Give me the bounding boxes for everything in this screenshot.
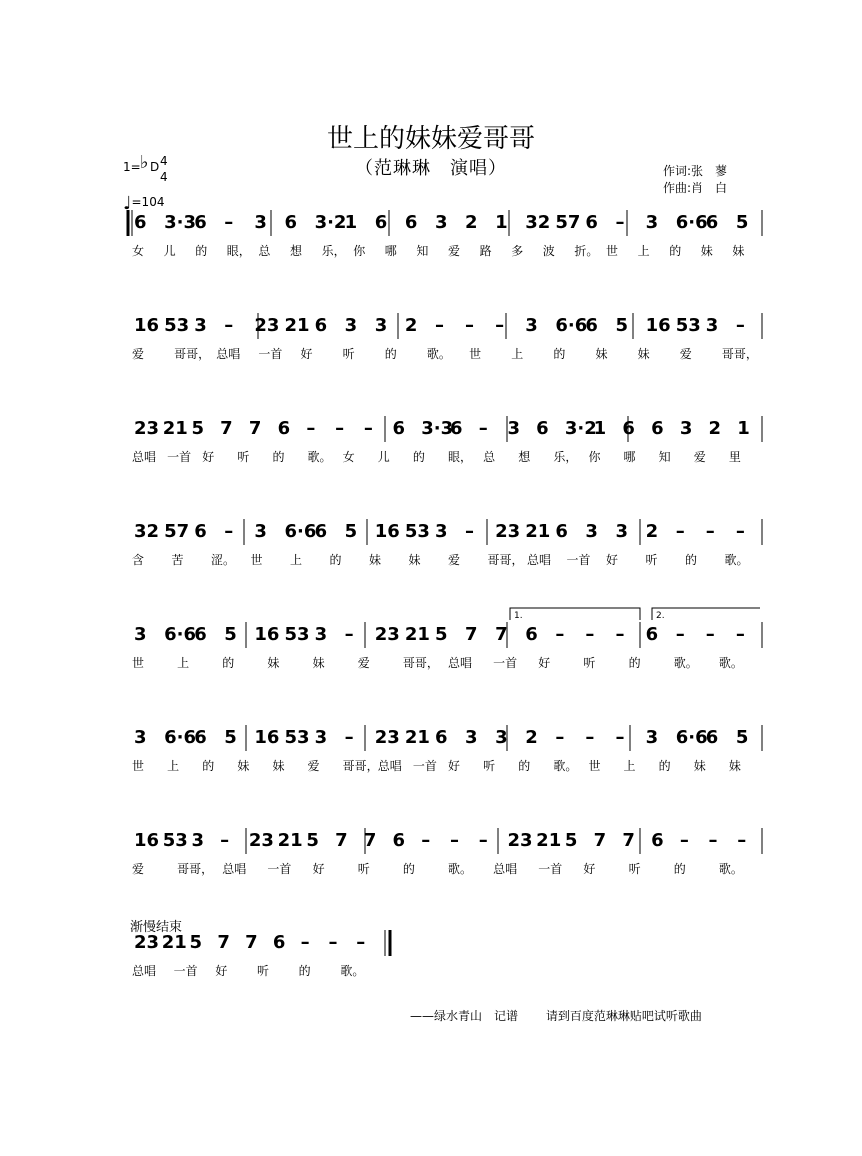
jianpu-note: – xyxy=(478,418,488,439)
time-signature-bottom: 4 xyxy=(160,170,168,184)
lyric-syllable: 妹 xyxy=(693,759,706,773)
jianpu-note: 23 xyxy=(374,727,400,748)
jianpu-note: 7 xyxy=(335,830,348,851)
jianpu-note: 3 xyxy=(434,212,448,233)
lyric-syllable: 哥哥， xyxy=(177,862,214,876)
lyric-syllable: 上 xyxy=(637,244,650,258)
volta-bracket-1 xyxy=(510,608,640,620)
lyric-syllable: 哥哥， xyxy=(487,553,524,567)
lyric-syllable: 苦 xyxy=(171,553,184,567)
jianpu-note: – xyxy=(615,727,625,748)
key-note: D xyxy=(150,160,160,174)
jianpu-note: 3 xyxy=(465,727,478,748)
jianpu-note: 6 xyxy=(374,212,388,233)
jianpu-note: – xyxy=(585,727,595,748)
jianpu-note: 6 xyxy=(314,315,328,336)
jianpu-note: – xyxy=(300,932,310,953)
lyric-syllable: 哪 xyxy=(623,450,636,464)
lyric-syllable: 上 xyxy=(167,759,180,773)
footer xyxy=(410,1007,702,1024)
jianpu-note: 3·2 xyxy=(314,212,347,233)
jianpu-note: – xyxy=(450,830,459,851)
footer-note: 请到百度范琳琳贴吧试听歌曲 xyxy=(545,1009,702,1023)
jianpu-note: 3 xyxy=(507,418,520,439)
jianpu-note: – xyxy=(421,830,431,851)
lyric-syllable: 的 xyxy=(553,347,566,361)
lyric-syllable: 歌。 xyxy=(673,656,698,670)
jianpu-note: 3 xyxy=(645,212,659,233)
lyric-syllable: 哥哥， xyxy=(342,759,379,773)
jianpu-note: – xyxy=(344,727,354,748)
jianpu-note: 3 xyxy=(705,315,719,336)
quarter-note-icon: ♩ xyxy=(123,193,132,214)
jianpu-note: 6 xyxy=(194,212,207,233)
jianpu-note: 6 xyxy=(705,727,719,748)
lyric-syllable: 听 xyxy=(645,553,658,567)
jianpu-note: 3 xyxy=(344,315,358,336)
jianpu-note: 6 xyxy=(314,521,328,542)
jianpu-note: – xyxy=(465,315,475,336)
lyric-syllable: 一首 xyxy=(412,759,437,773)
lyric-syllable: 的 xyxy=(412,450,425,464)
tempo-value: =104 xyxy=(131,195,165,209)
jianpu-note: 3 xyxy=(194,315,207,336)
jianpu-note: 6 xyxy=(272,932,286,953)
jianpu-note: 23 xyxy=(134,932,160,953)
jianpu-note: – xyxy=(555,727,565,748)
jianpu-note: 1 xyxy=(344,212,358,233)
lyric-syllable: 世 xyxy=(588,759,601,773)
jianpu-note: 3 xyxy=(585,521,598,542)
jianpu-note: 6 xyxy=(645,624,659,645)
lyric-syllable: 听 xyxy=(342,347,355,361)
lyric-syllable: 世 xyxy=(250,553,263,567)
jianpu-note: 5 xyxy=(735,212,749,233)
jianpu-note: – xyxy=(328,932,338,953)
lyric-syllable: 好 xyxy=(606,553,619,567)
jianpu-note: 16 xyxy=(254,624,280,645)
lyric-syllable: 涩。 xyxy=(211,553,236,567)
jianpu-note: – xyxy=(344,624,354,645)
jianpu-note: – xyxy=(434,315,444,336)
lyric-syllable: 上 xyxy=(177,656,190,670)
lyric-syllable: 哥哥， xyxy=(174,347,211,361)
lyric-syllable: 哥哥， xyxy=(402,656,439,670)
jianpu-note: 7 xyxy=(622,830,635,851)
lyric-syllable: 的 xyxy=(329,553,342,567)
lyric-syllable: 世 xyxy=(469,347,482,361)
lyric-syllable: 想 xyxy=(518,450,531,464)
lyric-syllable: 里 xyxy=(728,450,741,464)
jianpu-note: 21 xyxy=(162,418,188,439)
jianpu-note: 23 xyxy=(134,418,160,439)
lyric-syllable: 听 xyxy=(483,759,496,773)
lyric-syllable: 知 xyxy=(416,244,429,258)
lyric-syllable: 的 xyxy=(658,759,671,773)
jianpu-note: 16 xyxy=(134,315,160,336)
lyric-syllable: 听 xyxy=(628,862,641,876)
jianpu-note: – xyxy=(335,418,345,439)
jianpu-note: 3 xyxy=(645,727,659,748)
lyricist-credit: 作词:张 蓼 xyxy=(663,164,728,178)
lyric-syllable: 爱 xyxy=(357,656,370,670)
jianpu-note: 1 xyxy=(495,212,508,233)
lyric-syllable: 总唱 xyxy=(132,450,157,464)
jianpu-note: 53 xyxy=(404,521,430,542)
jianpu-note: 32 xyxy=(134,521,160,542)
jianpu-note: – xyxy=(735,315,745,336)
jianpu-note: 6 xyxy=(277,418,291,439)
lyric-syllable: 总 xyxy=(258,244,271,258)
jianpu-note: 6 xyxy=(622,418,635,439)
jianpu-note: – xyxy=(679,830,689,851)
jianpu-note: – xyxy=(708,830,718,851)
jianpu-note: 6 xyxy=(536,418,549,439)
lyric-syllable: 世 xyxy=(132,656,145,670)
jianpu-note: 3 xyxy=(134,727,147,748)
lyric-syllable: 乐， xyxy=(321,244,346,258)
jianpu-note: 53 xyxy=(675,315,701,336)
time-signature-top: 4 xyxy=(160,154,168,168)
jianpu-note: 7 xyxy=(245,932,258,953)
jianpu-note: 3 xyxy=(434,521,448,542)
lyric-syllable: 路 xyxy=(479,244,492,258)
lyric-syllable: 听 xyxy=(357,862,370,876)
jianpu-note: 6 xyxy=(585,212,598,233)
lyric-syllable: 儿 xyxy=(377,450,390,464)
lyric-syllable: 妹 xyxy=(312,656,325,670)
jianpu-note: 53 xyxy=(284,624,310,645)
jianpu-note: 6 xyxy=(585,315,598,336)
lyric-syllable: 的 xyxy=(384,347,397,361)
jianpu-note: 6 xyxy=(555,521,568,542)
jianpu-note: 7 xyxy=(248,418,262,439)
jianpu-note: 3 xyxy=(134,624,147,645)
jianpu-note: 2 xyxy=(708,418,722,439)
lyric-syllable: 歌。 xyxy=(426,347,451,361)
lyric-syllable: 一首 xyxy=(173,964,198,978)
jianpu-note: – xyxy=(306,418,316,439)
lyric-syllable: 一首 xyxy=(258,347,283,361)
lyric-syllable: 的 xyxy=(222,656,235,670)
jianpu-note: 3·3 xyxy=(164,212,196,233)
volta-label-1: 1. xyxy=(514,611,523,621)
jianpu-note: 53 xyxy=(164,315,190,336)
jianpu-note: 1 xyxy=(737,418,750,439)
lyric-syllable: 想 xyxy=(290,244,303,258)
lyric-syllable: 爱 xyxy=(679,347,692,361)
jianpu-note: – xyxy=(224,212,234,233)
lyric-syllable: 好 xyxy=(300,347,313,361)
jianpu-note: – xyxy=(675,521,685,542)
jianpu-note: 6·6 xyxy=(555,315,588,336)
jianpu-note: 32 xyxy=(525,212,551,233)
lyric-syllable: 歌。 xyxy=(724,553,749,567)
lyric-syllable: 上 xyxy=(290,553,303,567)
lyric-syllable: 妹 xyxy=(728,759,741,773)
jianpu-note: 6·6 xyxy=(675,727,708,748)
jianpu-note: 7 xyxy=(593,830,607,851)
jianpu-note: 6 xyxy=(194,521,207,542)
lyric-syllable: 爱 xyxy=(448,553,461,567)
jianpu-note: 23 xyxy=(374,624,400,645)
jianpu-note: 5 xyxy=(564,830,578,851)
jianpu-note: 5 xyxy=(224,624,237,645)
jianpu-note: 7 xyxy=(220,418,233,439)
jianpu-note: 6 xyxy=(525,624,538,645)
lyric-syllable: 总 xyxy=(483,450,496,464)
jianpu-note: 21 xyxy=(277,830,303,851)
jianpu-note: – xyxy=(220,830,230,851)
lyric-syllable: 总唱 xyxy=(527,553,552,567)
jianpu-note: 6 xyxy=(194,624,207,645)
lyric-syllable: 总唱 xyxy=(448,656,473,670)
jianpu-note: 21 xyxy=(536,830,562,851)
lyric-syllable: 的 xyxy=(298,964,311,978)
jianpu-note: – xyxy=(555,624,565,645)
jianpu-note: – xyxy=(495,315,505,336)
lyric-syllable: 含 xyxy=(132,553,145,567)
jianpu-note: 21 xyxy=(525,521,551,542)
jianpu-note: 6 xyxy=(651,830,664,851)
jianpu-note: 2 xyxy=(404,315,418,336)
lyric-syllable: 波 xyxy=(542,244,555,258)
transcriber-credit: ——绿水青山 记谱 xyxy=(410,1009,519,1023)
lyric-syllable: 歌。 xyxy=(718,656,743,670)
jianpu-note: 5 xyxy=(434,624,448,645)
lyric-syllable: 总唱 xyxy=(493,862,518,876)
jianpu-note: 3·2 xyxy=(564,418,597,439)
jianpu-note: – xyxy=(585,624,595,645)
lyric-syllable: 爱 xyxy=(132,862,145,876)
lyric-syllable: 妹 xyxy=(267,656,280,670)
lyric-syllable: 妹 xyxy=(637,347,650,361)
jianpu-note: – xyxy=(737,830,747,851)
jianpu-note: 21 xyxy=(161,932,187,953)
jianpu-note: 7 xyxy=(217,932,230,953)
jianpu-note: 5 xyxy=(191,418,204,439)
lyric-syllable: 世 xyxy=(606,244,619,258)
jianpu-note: 2 xyxy=(645,521,659,542)
jianpu-note: 53 xyxy=(284,727,310,748)
jianpu-note: 2 xyxy=(525,727,538,748)
lyric-syllable: 的 xyxy=(628,656,641,670)
lyric-syllable: 儿 xyxy=(163,244,176,258)
song-subtitle: （范琳琳 演唱） xyxy=(355,158,507,179)
jianpu-note: 5 xyxy=(189,932,203,953)
jianpu-note: 6 xyxy=(651,418,664,439)
lyric-syllable: 爱 xyxy=(307,759,320,773)
lyric-syllable: 妹 xyxy=(732,244,745,258)
key-prefix: 1= xyxy=(123,160,141,174)
jianpu-note: 6 xyxy=(392,418,406,439)
jianpu-note: – xyxy=(224,521,234,542)
jianpu-note: – xyxy=(478,830,488,851)
jianpu-note: 2 xyxy=(465,212,478,233)
jianpu-note: 6·6 xyxy=(164,624,196,645)
jianpu-note: 3 xyxy=(374,315,388,336)
lyric-syllable: 爱 xyxy=(132,347,145,361)
jianpu-note: 6 xyxy=(194,727,207,748)
lyric-syllable: 折。 xyxy=(574,244,599,258)
jianpu-note: 3 xyxy=(615,521,629,542)
jianpu-note: 16 xyxy=(374,521,400,542)
jianpu-note: 3 xyxy=(254,521,267,542)
lyric-syllable: 你 xyxy=(588,450,601,464)
lyric-syllable: 一首 xyxy=(167,450,192,464)
lyric-syllable: 妹 xyxy=(700,244,713,258)
lyric-syllable: 爱 xyxy=(448,244,461,258)
jianpu-note: 6 xyxy=(392,830,406,851)
lyric-syllable: 的 xyxy=(402,862,415,876)
jianpu-note: 6 xyxy=(404,212,418,233)
lyric-syllable: 听 xyxy=(237,450,250,464)
lyric-syllable: 妹 xyxy=(237,759,250,773)
jianpu-note: 21 xyxy=(404,624,430,645)
lyric-syllable: 世 xyxy=(132,759,145,773)
lyric-syllable: 好 xyxy=(583,862,596,876)
jianpu-note: 3 xyxy=(495,727,508,748)
jianpu-note: 6·6 xyxy=(675,212,708,233)
jianpu-note: – xyxy=(363,418,373,439)
jianpu-note: – xyxy=(735,624,745,645)
jianpu-note: 5 xyxy=(735,727,749,748)
jianpu-note: – xyxy=(615,624,625,645)
lyric-syllable: 哪 xyxy=(384,244,397,258)
lyric-syllable: 总唱 xyxy=(216,347,241,361)
jianpu-note: 3 xyxy=(525,315,538,336)
lyric-syllable: 歌。 xyxy=(340,964,365,978)
jianpu-note: 1 xyxy=(593,418,607,439)
ending-instruction: 渐慢结束 xyxy=(130,920,183,935)
jianpu-note: 53 xyxy=(162,830,188,851)
jianpu-note: 21 xyxy=(404,727,430,748)
jianpu-note: 6 xyxy=(705,212,719,233)
jianpu-note: 6 xyxy=(284,212,298,233)
lyric-syllable: 爱 xyxy=(693,450,706,464)
lyric-syllable: 一首 xyxy=(566,553,591,567)
jianpu-note: 6·6 xyxy=(164,727,196,748)
jianpu-note: 23 xyxy=(248,830,274,851)
jianpu-note: 5 xyxy=(615,315,629,336)
lyric-syllable: 的 xyxy=(685,553,698,567)
lyric-syllable: 上 xyxy=(511,347,524,361)
lyric-syllable: 好 xyxy=(538,656,551,670)
composer-credit: 作曲:肖 白 xyxy=(663,181,728,195)
jianpu-note: 3 xyxy=(314,624,328,645)
lyric-syllable: 一首 xyxy=(493,656,518,670)
lyric-syllable: 眼， xyxy=(448,450,473,464)
lyric-syllable: 妹 xyxy=(369,553,382,567)
lyric-syllable: 歌。 xyxy=(718,862,743,876)
song-title: 世上的妹妹爱哥哥 xyxy=(326,124,535,154)
lyric-syllable: 你 xyxy=(353,244,366,258)
jianpu-note: 21 xyxy=(284,315,310,336)
volta-label-2: 2. xyxy=(656,611,665,621)
lyric-syllable: 好 xyxy=(312,862,325,876)
jianpu-note: 7 xyxy=(363,830,377,851)
jianpu-note: – xyxy=(735,521,745,542)
lyric-syllable: 女 xyxy=(132,244,145,258)
jianpu-note: 6·6 xyxy=(284,521,317,542)
jianpu-note: 23 xyxy=(495,521,521,542)
jianpu-note: 16 xyxy=(645,315,671,336)
lyric-syllable: 女 xyxy=(342,450,355,464)
lyric-syllable: 妹 xyxy=(408,553,421,567)
lyric-syllable: 妹 xyxy=(595,347,608,361)
lyric-syllable: 上 xyxy=(623,759,636,773)
jianpu-note: 23 xyxy=(507,830,533,851)
lyric-syllable: 总唱 xyxy=(377,759,402,773)
jianpu-note: 23 xyxy=(254,315,280,336)
jianpu-note: 16 xyxy=(134,830,160,851)
jianpu-note: 3 xyxy=(254,212,267,233)
lyric-syllable: 总唱 xyxy=(222,862,247,876)
lyric-syllable: 一首 xyxy=(538,862,563,876)
lyric-syllable: 乐， xyxy=(553,450,578,464)
jianpu-note: – xyxy=(705,521,715,542)
lyric-syllable: 听 xyxy=(257,964,270,978)
jianpu-note: 7 xyxy=(495,624,508,645)
jianpu-note: – xyxy=(675,624,685,645)
lyric-syllable: 的 xyxy=(202,759,215,773)
jianpu-note: 57 xyxy=(164,521,190,542)
lyric-syllable: 总唱 xyxy=(132,964,157,978)
jianpu-note: 16 xyxy=(254,727,280,748)
jianpu-note: 6 xyxy=(434,727,448,748)
lyric-syllable: 的 xyxy=(272,450,285,464)
jianpu-note: 5 xyxy=(344,521,358,542)
lyric-syllable: 妹 xyxy=(272,759,285,773)
lyric-syllable: 多 xyxy=(511,244,524,258)
lyric-syllable: 的 xyxy=(673,862,686,876)
lyric-syllable: 听 xyxy=(583,656,596,670)
jianpu-note: 3 xyxy=(679,418,693,439)
flat-sign: ♭ xyxy=(140,152,149,173)
jianpu-note: 6 xyxy=(134,212,147,233)
lyric-syllable: 歌。 xyxy=(448,862,473,876)
lyric-syllable: 好 xyxy=(215,964,228,978)
lyric-syllable: 好 xyxy=(448,759,461,773)
lyric-syllable: 歌。 xyxy=(553,759,578,773)
jianpu-note: 3·3 xyxy=(421,418,454,439)
jianpu-note: 5 xyxy=(224,727,237,748)
jianpu-note: – xyxy=(705,624,715,645)
lyric-syllable: 的 xyxy=(669,244,682,258)
jianpu-note: 5 xyxy=(306,830,319,851)
jianpu-note: 57 xyxy=(555,212,581,233)
volta-bracket-2 xyxy=(652,608,760,620)
jianpu-note: 7 xyxy=(465,624,478,645)
lyric-syllable: 的 xyxy=(195,244,208,258)
lyric-syllable: 的 xyxy=(518,759,531,773)
lyric-syllable: 歌。 xyxy=(307,450,332,464)
jianpu-note: 6 xyxy=(450,418,463,439)
jianpu-note: – xyxy=(224,315,234,336)
jianpu-note: 3 xyxy=(314,727,328,748)
jianpu-note: – xyxy=(615,212,625,233)
jianpu-note: – xyxy=(356,932,366,953)
lyric-syllable: 好 xyxy=(202,450,215,464)
lyric-syllable: 知 xyxy=(658,450,671,464)
lyric-syllable: 一首 xyxy=(267,862,292,876)
jianpu-note: – xyxy=(465,521,475,542)
lyric-syllable: 眼， xyxy=(226,244,251,258)
lyric-syllable: 哥哥， xyxy=(721,347,758,361)
jianpu-note: 3 xyxy=(191,830,204,851)
